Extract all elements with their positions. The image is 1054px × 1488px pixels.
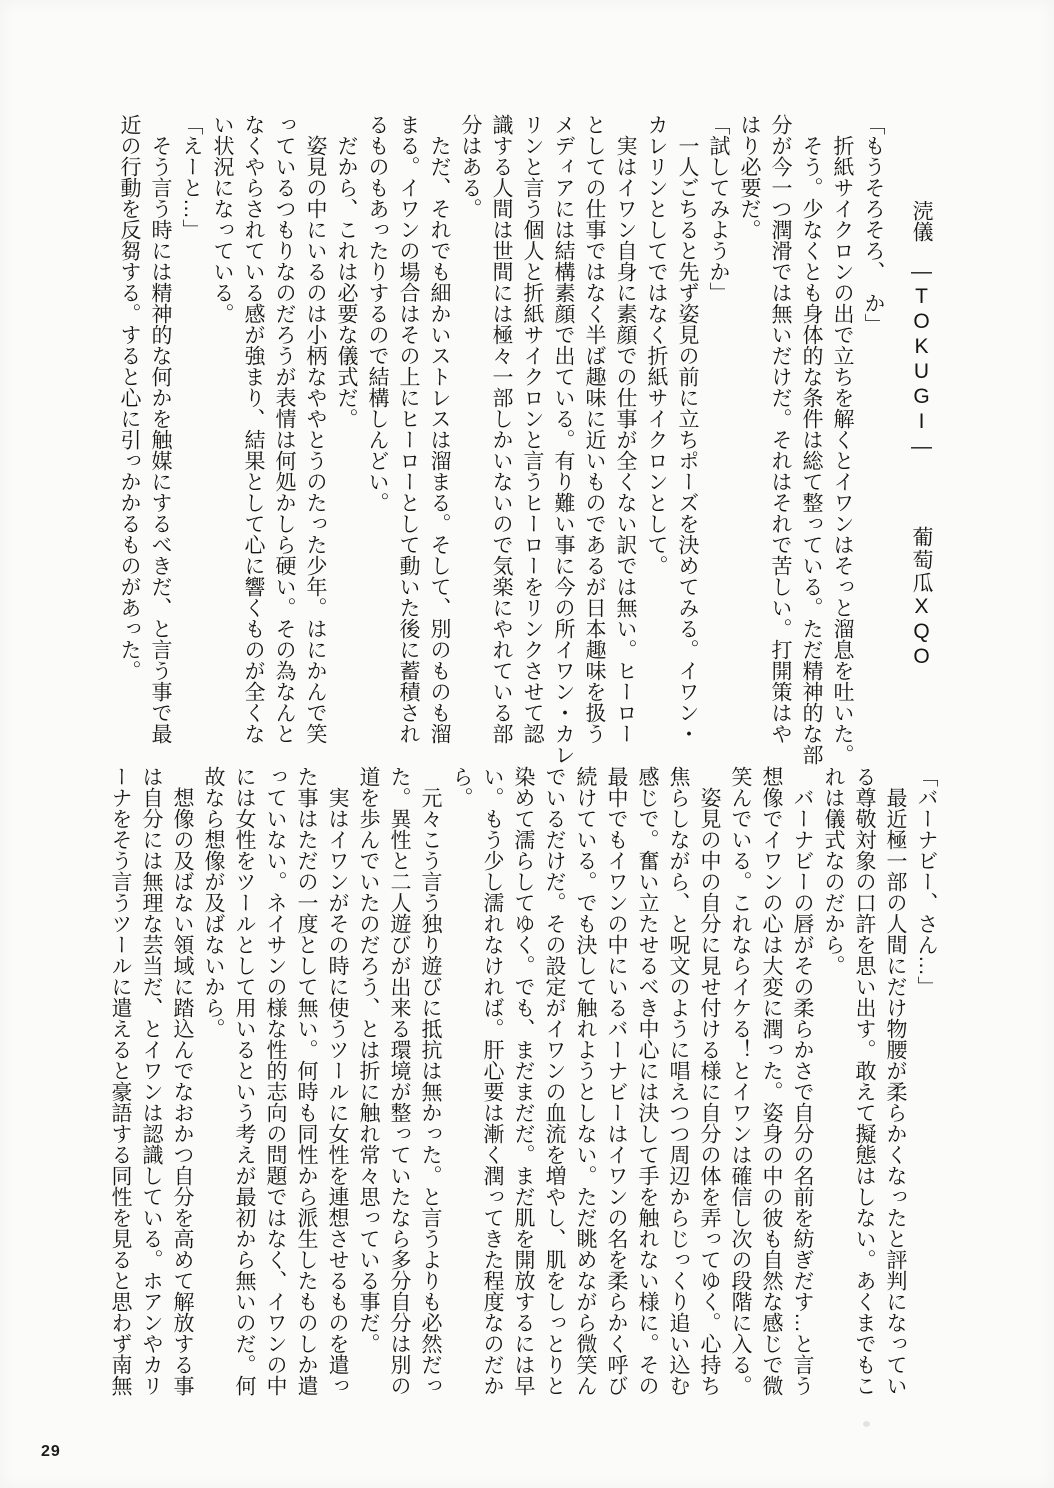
text-line: 故なら想像が及ばないから。 — [202, 766, 225, 1039]
text-line: れは儀式なのだから。 — [822, 766, 845, 976]
text-line: 実はイワンがその時に使うツールに女性を連想させるものを遣っ — [326, 766, 349, 1396]
text-line: 「試してみようか」 — [707, 114, 730, 303]
text-line: た。異性と二人遊びが出来る環境が整っていたなら多分自分は別の — [388, 766, 411, 1396]
text-line: 分が今一つ潤滑では無いだけだ。それはそれで苦しい。打開策はや — [769, 114, 792, 744]
text-line: い。もう少し濡れなければ。肝心要は漸く潤ってきた程度なのだか — [481, 766, 504, 1396]
text-line: バーナビーの唇がその柔らかさで自分の名前を紡ぎだす…と言う — [791, 766, 814, 1396]
top-text-block — [114, 114, 938, 766]
top-block-lines — [114, 114, 889, 766]
text-line: 染めて濡らしてゆく。でも、まだまだだ。まだ肌を開放するには早 — [512, 766, 535, 1396]
text-line: い状況になっている。 — [211, 114, 234, 324]
text-line: リンと言う個人と折紙サイクロンと言うヒーローをリンクさせて認 — [521, 114, 544, 744]
text-line: 一人ごちると先ず姿見の前に立ちポーズを決めてみる。イワン・ — [676, 114, 699, 744]
text-line: は自分には無理な芸当だ、とイワンは認識している。ホアンやカリ — [140, 766, 163, 1396]
story-author: 葡萄瓜XQO — [910, 525, 933, 670]
text-line: 「えーと…」 — [180, 114, 203, 240]
story-title-column — [904, 114, 938, 766]
story-title: 涜儀 — [910, 200, 933, 242]
text-line: ーナをそう言うツールに遣えると豪語する同性を見ると思わず南無 — [109, 766, 132, 1396]
text-line: っているつもりなのだろうが表情は何処かしら硬い。その為なんと — [273, 114, 296, 744]
bottom-block-lines — [105, 766, 942, 1418]
text-line: っていない。ネイサンの様な性的志向の問題ではなく、イワンの中 — [264, 766, 287, 1396]
text-line: 続けている。でも決して触れようとしない。ただ眺めながら微笑ん — [574, 766, 597, 1396]
text-line: でいるだけだ。その設定がイワンの血流を増やし、肌をしっとりと — [543, 766, 566, 1396]
text-line: なくやらされている感が強まり、結果として心に響くものが全くな — [242, 114, 265, 744]
text-line: 折紙サイクロンの出で立ちを解くとイワンはそっと溜息を吐いた。 — [831, 114, 854, 765]
text-line: 感じで。奮い立たせるべき中心には決して手を触れない様に。その — [636, 766, 659, 1396]
text-line: 識する人間は世間には極々一部しかいないので気楽にやれている部 — [490, 114, 513, 744]
text-line: メディアには結構素顔で出ている。有り難い事に今の所イワン・カレ — [552, 114, 575, 765]
text-line: 想像の及ばない領域に踏込んでなおかつ自分を高めて解放する事 — [171, 766, 194, 1396]
story-title-romaji: ―TOKUGI― — [910, 259, 933, 460]
text-line: 「バーナビー、さん…」 — [915, 766, 938, 997]
text-line: としての仕事ではなく半ば趣味に近いものであるが日本趣味を扱う — [583, 114, 606, 744]
text-line: 想像でイワンの心は大変に潤った。姿身の中の彼も自然な感じで微 — [760, 766, 783, 1396]
text-line: 実はイワン自身に素顔での仕事が全くない訳では無い。ヒーロー — [614, 114, 637, 744]
text-line: 焦らしながら、と呪文のように唱えつつ周辺からじっくり追い込む — [667, 766, 690, 1396]
text-line: 分はある。 — [459, 114, 482, 219]
text-line: るものもあったりするので結構しんどい。 — [366, 114, 389, 513]
bottom-text-block — [105, 766, 942, 1418]
text-line: 「もうそろそろ、 か」 — [862, 114, 885, 335]
text-line: そう言う時には精神的な何かを触媒にするべきだ、と言う事で最 — [149, 114, 172, 744]
page-number: 29 — [41, 1443, 61, 1460]
text-line: はり必要だ。 — [738, 114, 761, 240]
text-line: まる。イワンの場合はその上にヒーローとして動いた後に蓄積され — [397, 114, 420, 744]
text-line: だから、これは必要な儀式だ。 — [335, 114, 358, 429]
text-line: る尊敬対象の口許を思い出す。敢えて擬態はしない。あくまでもこ — [853, 766, 876, 1396]
text-line: 最中でもイワンの中にいるバーナビーはイワンの名を柔らかく呼び — [605, 766, 628, 1396]
text-line: た事はただの一度として無い。何時も同性から派生したものしか遣 — [295, 766, 318, 1396]
text-line: 道を歩んでいたのだろう、とは折に触れ常々思っている事だ。 — [357, 766, 380, 1354]
text-line: 姿見の中の自分に見せ付ける様に自分の体を弄ってゆく。心持ち — [698, 766, 721, 1396]
text-line: そう。少なくとも身体的な条件は総て整っている。ただ精神的な部 — [800, 114, 823, 765]
text-line: 元々こう言う独り遊びに抵抗は無かった。と言うよりも必然だっ — [419, 766, 442, 1396]
text-line: 最近極一部の人間にだけ物腰が柔らかくなったと評判になってい — [884, 766, 907, 1396]
text-line: 近の行動を反芻する。すると心に引っかかるものがあった。 — [118, 114, 141, 681]
text-line: ら。 — [450, 766, 473, 808]
text-line: カレリンとしてではなく折紙サイクロンとして。 — [645, 114, 668, 576]
scan-speck — [863, 1421, 870, 1427]
text-line: には女性をツールとして用いるという考えが最初から無いのだ。何 — [233, 766, 256, 1396]
text-line: 笑んでいる。これならイケる！とイワンは確信し次の段階に入る。 — [729, 766, 752, 1396]
text-line: 姿見の中にいるのは小柄なややとうのたった少年。はにかんで笑 — [304, 114, 327, 744]
text-line: ただ、それでも細かいストレスは溜まる。そして、別のものも溜 — [428, 114, 451, 744]
